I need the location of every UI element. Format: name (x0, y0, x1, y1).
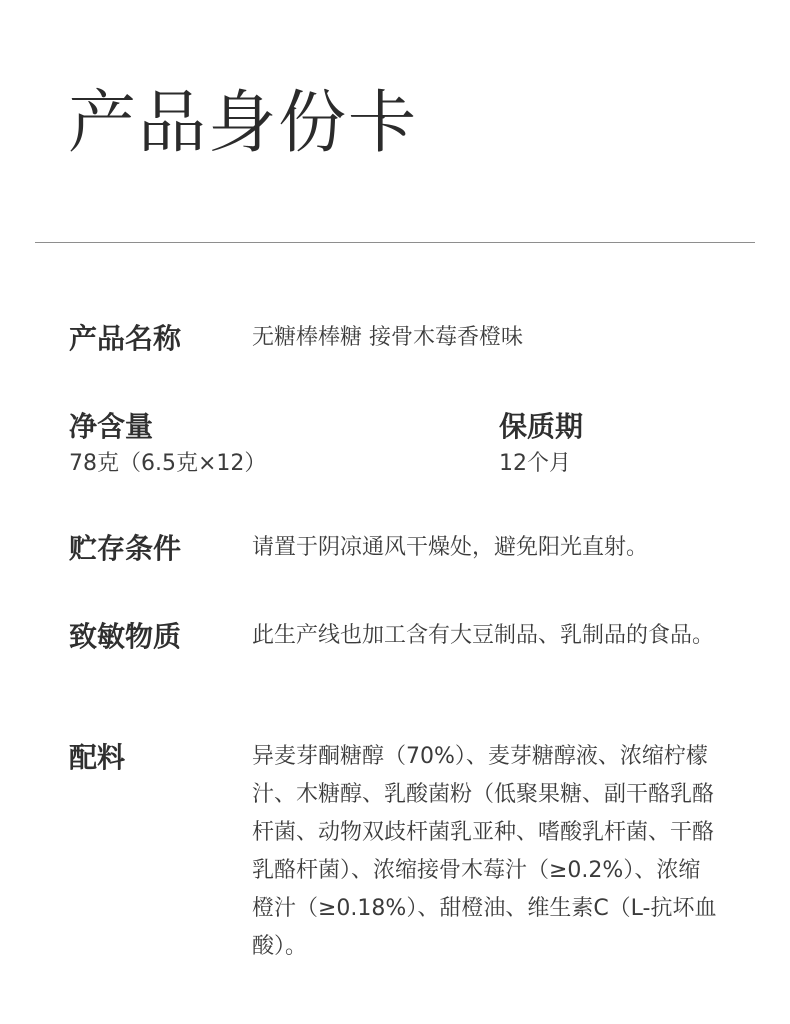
storage-conditions-value: 请置于阴凉通风干燥处，避免阳光直射。 (252, 535, 649, 560)
product-name-label: 产品名称 (69, 322, 182, 355)
storage-conditions-label: 贮存条件 (69, 532, 182, 565)
shelf-life-value: 12个月 (499, 451, 571, 476)
allergen-label: 致敏物质 (69, 620, 182, 653)
ingredients-value: 异麦芽酮糖醇（70%）、麦芽糖醇液、浓缩柠檬汁、木糖醇、乳酸菌粉（低聚果糖、副干酪乳酪杆菌、动物双歧杆菌乳亚种、嗜酸乳杆菌、干酪乳酪杆菌）、浓缩接骨木莓汁（≥0.2%）、浓缩橙汁（≥0.18%）、甜橙油、维生素C（L-抗坏血酸）。 (252, 744, 717, 959)
ingredients-label: 配料 (69, 741, 126, 774)
shelf-life-label: 保质期 (499, 410, 584, 443)
page-title: 产品身份卡 (68, 84, 419, 163)
net-weight-value: 78克（6.5克×12） (69, 451, 267, 476)
product-name-value: 无糖棒棒糖 接骨木莓香橙味 (252, 325, 523, 350)
net-weight-label: 净含量 (69, 410, 154, 443)
title-divider (35, 242, 755, 243)
allergen-value: 此生产线也加工含有大豆制品、乳制品的食品。 (252, 623, 715, 648)
